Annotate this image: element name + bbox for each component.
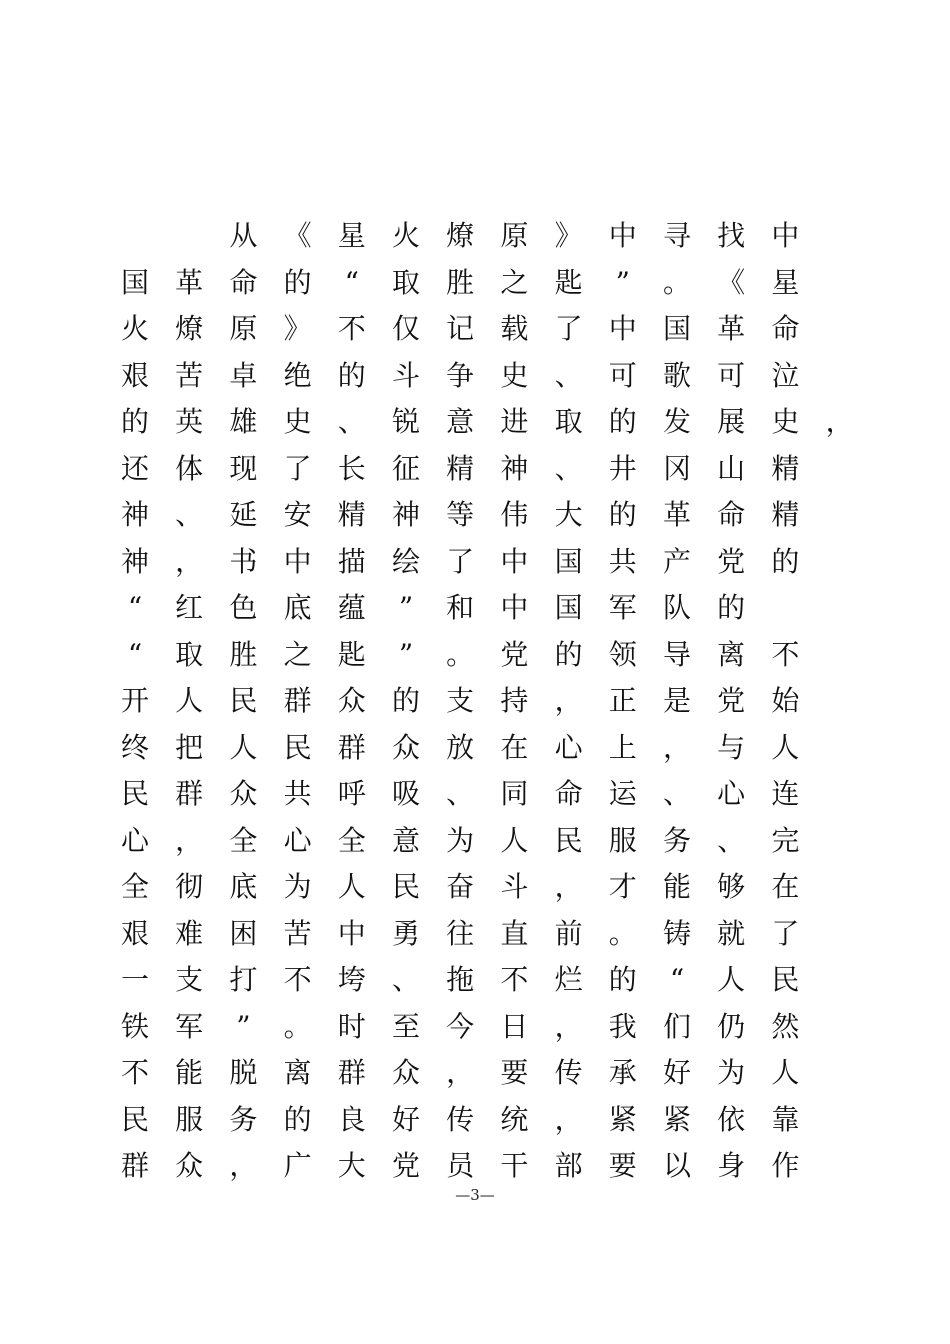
- text-char: 服: [608, 823, 637, 857]
- text-char: 人: [771, 730, 800, 764]
- text-char: 紧: [608, 1102, 637, 1136]
- text-char: 开: [120, 684, 149, 717]
- text-char: 人: [229, 730, 258, 764]
- text-char: 统: [500, 1102, 529, 1136]
- text-line: [120, 399, 860, 446]
- text-char: 要: [500, 1056, 529, 1089]
- text-char: 脱: [229, 1056, 258, 1089]
- text-char: ，: [554, 684, 583, 717]
- text-char: 英: [175, 405, 204, 438]
- text-char: 军: [175, 1009, 204, 1043]
- text-char: 精: [337, 498, 366, 531]
- text-char: 心: [283, 823, 312, 857]
- text-char: 意: [446, 405, 475, 438]
- text-char: 命: [229, 265, 258, 299]
- text-char: 终: [120, 730, 149, 764]
- text-char: 干: [500, 1149, 529, 1182]
- text-char: 底: [229, 870, 258, 903]
- text-char: 匙: [337, 637, 366, 671]
- text-char: 大: [337, 1149, 366, 1182]
- text-line: [120, 864, 860, 911]
- text-char: 国: [554, 544, 583, 578]
- text-line: [120, 818, 860, 865]
- text-char: 发: [662, 405, 691, 438]
- text-char: 服: [175, 1102, 204, 1136]
- text-char: 民: [283, 730, 312, 764]
- text-char: 是: [662, 684, 691, 717]
- text-char: 不: [771, 637, 800, 671]
- text-char: 直: [500, 916, 529, 950]
- text-char: 精: [446, 451, 475, 485]
- text-char: 不: [500, 963, 529, 996]
- text-char: 了: [446, 544, 475, 578]
- text-line: [120, 678, 860, 725]
- text-char: 和: [446, 591, 475, 624]
- text-char: 烂: [554, 963, 583, 996]
- text-char: 火: [391, 219, 420, 252]
- text-char: 精: [771, 451, 800, 485]
- text-char: 底: [283, 591, 312, 624]
- text-char: 。: [608, 916, 637, 950]
- text-char: ”: [398, 591, 414, 624]
- text-char: ，: [662, 730, 691, 764]
- text-char: 可: [717, 358, 746, 392]
- text-char: 之: [283, 637, 312, 671]
- text-char: 正: [608, 684, 637, 717]
- text-char: 歌: [662, 358, 691, 392]
- text-char: 然: [771, 1009, 800, 1043]
- text-char: 星: [337, 219, 366, 252]
- text-char: 以: [662, 1149, 691, 1182]
- text-char: 困: [229, 916, 258, 950]
- text-char: 产: [662, 544, 691, 578]
- text-char: 中: [771, 219, 800, 252]
- text-char: 支: [446, 684, 475, 717]
- text-char: 不: [283, 963, 312, 996]
- text-char: 民: [554, 823, 583, 857]
- text-char: 呼: [337, 777, 366, 810]
- text-char: 斗: [500, 870, 529, 903]
- text-char: 全: [337, 823, 366, 857]
- text-char: 了: [771, 916, 800, 950]
- text-char: 伟: [500, 498, 529, 531]
- text-char: 支: [175, 963, 204, 996]
- text-line: [120, 1050, 860, 1097]
- text-char: 在: [771, 870, 800, 903]
- text-char: 心: [120, 823, 149, 857]
- text-char: 艰: [120, 916, 149, 950]
- text-char: 吸: [391, 777, 420, 810]
- text-char: 命: [554, 777, 583, 810]
- text-char: 人: [717, 963, 746, 996]
- text-char: 铁: [120, 1009, 149, 1043]
- text-char: 人: [771, 1056, 800, 1089]
- text-line: [120, 725, 860, 772]
- text-char: 今: [446, 1009, 475, 1043]
- text-char: 安: [283, 498, 312, 531]
- text-char: 体: [175, 451, 204, 485]
- text-char: 雄: [229, 405, 258, 438]
- text-char: 火: [120, 312, 149, 345]
- text-char: 民: [771, 963, 800, 996]
- text-char: 打: [229, 963, 258, 996]
- text-char: 人: [175, 684, 204, 717]
- text-char: 星: [771, 265, 800, 299]
- text-char: 民: [229, 684, 258, 717]
- text-char: 神: [500, 451, 529, 485]
- text-char: 、: [717, 823, 746, 857]
- text-char: 燎: [446, 219, 475, 252]
- text-char: 长: [337, 451, 366, 485]
- text-char: 民: [391, 870, 420, 903]
- text-line: [120, 957, 860, 1004]
- text-char: 运: [608, 777, 637, 810]
- text-line: [120, 1004, 860, 1051]
- text-char: 共: [608, 544, 637, 578]
- text-char: 。: [662, 265, 691, 299]
- text-char: 、: [554, 451, 583, 485]
- text-char: 群: [337, 1056, 366, 1089]
- text-char: 人: [500, 823, 529, 857]
- text-char: 燎: [175, 312, 204, 345]
- text-char: 蕴: [337, 591, 366, 624]
- text-char: ，: [229, 1149, 258, 1182]
- text-char: 全: [120, 870, 149, 903]
- text-char: 命: [771, 312, 800, 345]
- text-char: 群: [283, 684, 312, 717]
- text-char: 紧: [662, 1102, 691, 1136]
- text-char: 好: [662, 1056, 691, 1089]
- text-char: 人: [337, 870, 366, 903]
- text-char: ，: [554, 1102, 583, 1136]
- text-char: 仍: [717, 1009, 746, 1043]
- body-paragraph: [120, 213, 860, 1190]
- text-char: 还: [120, 451, 149, 485]
- text-char: 神: [120, 544, 149, 578]
- text-char: 从: [229, 219, 258, 252]
- text-line: [120, 632, 860, 679]
- text-char: ，: [554, 870, 583, 903]
- text-char: ，: [175, 544, 204, 578]
- text-char: 连: [771, 777, 800, 810]
- text-char: ，: [825, 405, 854, 438]
- text-char: 心: [717, 777, 746, 810]
- text-char: 我: [608, 1009, 637, 1043]
- text-char: 领: [608, 637, 637, 671]
- text-char: 国: [120, 265, 149, 299]
- text-char: 史: [283, 405, 312, 438]
- text-char: 能: [175, 1056, 204, 1089]
- text-char: 的: [337, 358, 366, 392]
- text-char: 革: [662, 498, 691, 531]
- page-number: —3—: [455, 1186, 495, 1204]
- text-line: [120, 911, 860, 958]
- text-char: 的: [608, 405, 637, 438]
- text-char: 在: [500, 730, 529, 764]
- text-char: 军: [608, 591, 637, 624]
- text-char: 了: [554, 312, 583, 345]
- text-char: 好: [391, 1102, 420, 1136]
- text-char: 仅: [391, 312, 420, 345]
- text-char: 群: [175, 777, 204, 810]
- text-char: 等: [446, 498, 475, 531]
- text-char: “: [127, 591, 143, 624]
- text-char: 心: [554, 730, 583, 764]
- text-char: 的: [771, 544, 800, 578]
- text-char: 泣: [771, 358, 800, 392]
- text-line: [120, 353, 860, 400]
- text-char: 传: [554, 1056, 583, 1089]
- text-char: 井: [608, 451, 637, 485]
- text-char: 找: [717, 219, 746, 252]
- text-char: 、: [391, 963, 420, 996]
- text-char: 》: [554, 219, 583, 252]
- text-char: 奋: [446, 870, 475, 903]
- text-char: 、: [446, 777, 475, 810]
- text-char: 才: [608, 870, 637, 903]
- text-char: 全: [229, 823, 258, 857]
- text-char: 的: [283, 1102, 312, 1136]
- text-char: 群: [120, 1149, 149, 1182]
- text-char: 。: [446, 637, 475, 671]
- text-char: ”: [615, 265, 630, 299]
- text-char: 部: [554, 1149, 583, 1182]
- text-char: ，: [175, 823, 204, 857]
- text-line: [120, 1097, 860, 1144]
- text-char: 中: [608, 219, 637, 252]
- text-char: 、: [337, 405, 366, 438]
- text-char: 延: [229, 498, 258, 531]
- text-char: 众: [175, 1149, 204, 1182]
- text-char: 展: [717, 405, 746, 438]
- text-char: 国: [554, 591, 583, 624]
- text-char: 现: [229, 451, 258, 485]
- text-char: 大: [554, 498, 583, 531]
- text-line: [120, 1143, 860, 1190]
- text-line: [120, 306, 860, 353]
- text-char: 离: [283, 1056, 312, 1089]
- text-line: [120, 771, 860, 818]
- text-char: 队: [662, 591, 691, 624]
- text-char: 神: [120, 498, 149, 531]
- text-char: 、: [662, 777, 691, 810]
- text-char: “: [669, 963, 685, 996]
- text-line: [120, 446, 860, 493]
- text-char: 的: [717, 591, 746, 624]
- text-char: 就: [717, 916, 746, 950]
- text-char: 始: [771, 684, 800, 717]
- text-line: [120, 585, 860, 632]
- text-char: 勇: [391, 916, 420, 950]
- text-char: 中: [500, 591, 529, 624]
- text-char: 往: [446, 916, 475, 950]
- text-char: 色: [229, 591, 258, 624]
- text-char: 拖: [446, 963, 475, 996]
- text-char: 不: [337, 312, 366, 345]
- text-char: 胜: [229, 637, 258, 671]
- text-char: 众: [337, 684, 366, 717]
- text-char: 持: [500, 684, 529, 717]
- text-char: 民: [120, 1102, 149, 1136]
- text-char: 、: [554, 358, 583, 392]
- text-char: 党: [500, 637, 529, 671]
- text-char: 同: [500, 777, 529, 810]
- text-char: 放: [446, 730, 475, 764]
- text-char: 的: [554, 637, 583, 671]
- text-char: 传: [446, 1102, 475, 1136]
- text-char: 广: [283, 1149, 312, 1182]
- text-char: 取: [391, 265, 420, 299]
- text-char: 匙: [554, 265, 583, 299]
- text-line: [120, 492, 860, 539]
- text-char: 《: [283, 219, 312, 252]
- text-char: [120, 213, 150, 260]
- text-char: 锐: [391, 405, 420, 438]
- text-char: ”: [398, 637, 414, 671]
- text-char: 意: [391, 823, 420, 857]
- text-char: 绘: [391, 544, 420, 578]
- text-char: 够: [717, 870, 746, 903]
- text-char: 至: [391, 1009, 420, 1043]
- text-char: 众: [391, 1056, 420, 1089]
- text-char: 党: [391, 1149, 420, 1182]
- text-char: 艰: [120, 358, 149, 392]
- text-line: [120, 260, 860, 307]
- text-char: 史: [500, 358, 529, 392]
- text-char: 把: [175, 730, 204, 764]
- text-char: 。: [283, 1009, 312, 1043]
- text-char: 能: [662, 870, 691, 903]
- text-char: 、: [175, 498, 204, 531]
- text-char: 们: [662, 1009, 691, 1043]
- text-char: ，: [554, 1009, 583, 1043]
- text-char: 描: [337, 544, 366, 578]
- text-char: 中: [608, 312, 637, 345]
- text-char: 员: [446, 1149, 475, 1182]
- text-char: 的: [120, 405, 149, 438]
- text-char: 众: [391, 730, 420, 764]
- text-char: 党: [717, 544, 746, 578]
- text-char: 务: [229, 1102, 258, 1136]
- text-char: 务: [662, 823, 691, 857]
- text-char: 卓: [229, 358, 258, 392]
- text-char: 的: [283, 265, 312, 299]
- text-line: [120, 213, 860, 260]
- text-char: 时: [337, 1009, 366, 1043]
- text-char: 苦: [175, 358, 204, 392]
- text-char: [174, 213, 204, 260]
- text-char: 进: [500, 405, 529, 438]
- text-char: “: [344, 265, 359, 299]
- text-char: 《: [717, 265, 746, 299]
- text-char: 依: [717, 1102, 746, 1136]
- text-char: 红: [175, 591, 204, 624]
- text-char: 争: [446, 358, 475, 392]
- text-char: 身: [717, 1149, 746, 1182]
- text-char: 彻: [175, 870, 204, 903]
- text-char: 众: [229, 777, 258, 810]
- text-char: 中: [283, 544, 312, 578]
- text-char: 绝: [283, 358, 312, 392]
- text-char: ，: [446, 1056, 475, 1089]
- text-char: 党: [717, 684, 746, 717]
- text-char: 为: [446, 823, 475, 857]
- text-char: 中: [337, 916, 366, 950]
- text-char: 斗: [391, 358, 420, 392]
- text-char: 了: [283, 451, 312, 485]
- text-char: 良: [337, 1102, 366, 1136]
- text-char: 民: [120, 777, 149, 810]
- text-char: 难: [175, 916, 204, 950]
- text-char: “: [127, 637, 143, 671]
- text-char: 离: [717, 637, 746, 671]
- text-char: 神: [391, 498, 420, 531]
- text-char: 要: [608, 1149, 637, 1182]
- text-char: 之: [500, 265, 529, 299]
- text-char: 上: [608, 730, 637, 764]
- text-char: 记: [446, 312, 475, 345]
- text-char: 命: [717, 498, 746, 531]
- text-char: 胜: [446, 265, 475, 299]
- text-char: 不: [120, 1056, 149, 1089]
- text-char: 与: [717, 730, 746, 764]
- text-char: 国: [662, 312, 691, 345]
- text-char: 可: [608, 358, 637, 392]
- text-char: 原: [229, 312, 258, 345]
- text-char: 载: [500, 312, 529, 345]
- text-char: 作: [771, 1149, 800, 1182]
- text-char: 为: [717, 1056, 746, 1089]
- text-char: 完: [771, 823, 800, 857]
- text-char: 》: [283, 312, 312, 345]
- text-char: 群: [337, 730, 366, 764]
- text-line: [120, 539, 860, 586]
- text-char: ”: [236, 1009, 251, 1043]
- text-char: 的: [608, 498, 637, 531]
- text-char: 靠: [771, 1102, 800, 1136]
- text-char: 中: [500, 544, 529, 578]
- text-char: 革: [175, 265, 204, 299]
- text-char: 前: [554, 916, 583, 950]
- text-char: 日: [500, 1009, 529, 1043]
- text-char: 的: [391, 684, 420, 717]
- text-char: 寻: [662, 219, 691, 252]
- text-char: 冈: [662, 451, 691, 485]
- text-char: 承: [608, 1056, 637, 1089]
- text-char: 导: [662, 637, 691, 671]
- text-char: 的: [608, 963, 637, 996]
- text-char: 取: [175, 637, 204, 671]
- text-char: 革: [717, 312, 746, 345]
- text-char: 书: [229, 544, 258, 578]
- text-char: 征: [391, 451, 420, 485]
- text-char: 取: [554, 405, 583, 438]
- text-char: 山: [717, 451, 746, 485]
- text-char: 垮: [337, 963, 366, 996]
- text-char: 铸: [662, 916, 691, 950]
- text-char: 一: [120, 963, 149, 996]
- text-char: 原: [500, 219, 529, 252]
- text-char: 苦: [283, 916, 312, 950]
- text-char: 精: [771, 498, 800, 531]
- text-char: 共: [283, 777, 312, 810]
- text-char: 为: [283, 870, 312, 903]
- text-char: 史: [771, 405, 800, 438]
